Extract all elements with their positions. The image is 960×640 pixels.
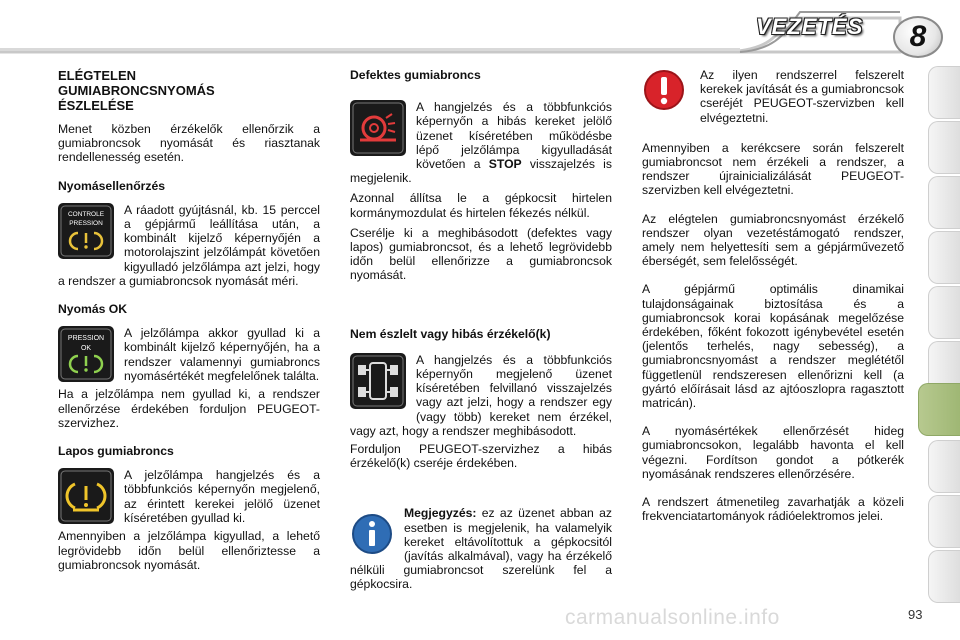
chapter-tab[interactable] [928,440,960,493]
page-number: 93 [908,607,923,622]
intro-text: Menet közben érzékelők ellenőrzik a gumiabroncsok nyomását és riasztanak rendellenesség esetén. [58,122,320,165]
warning-text: Az ilyen rendszerrel felszerelt kerekek javítását és a gumiabroncsok cseréjét PEUGEOT-szervizben kell elvégeztetni. [700,68,904,125]
pressure-ok-text: A jelzőlámpa akkor gyullad ki a kombinált kijelző képernyőjén, ha a rendszer valamennyi gumiabroncs nyomásértékét megfelelőnek találta. [124,326,320,383]
column-1 [58,68,320,572]
header-bar [0,0,960,62]
heading-pressure-ok: Nyomás OK [58,302,128,317]
pressure-ok-icon [58,326,114,385]
chapter-tab[interactable] [928,286,960,339]
chapter-tab[interactable] [928,550,960,603]
chapter-tab-active[interactable] [918,383,960,436]
pressure-check-icon [58,203,114,262]
heading-sensor-fault: Nem észlelt vagy hibás érzékelő(k) [350,326,551,341]
chapter-tab[interactable] [928,495,960,548]
column-3 [642,68,904,523]
defective-tyre-text-main: A hangjelzés és a többfunkciós képernyőn a hibás kereket jelölő üzenet kíséretében működésbe lépő jelzőlámpa kigyulladását követően a [416,100,612,172]
col3-p4: A nyomásértékek ellenőrzését hideg gumiabroncsokon, legalább havonta el kell végezni. Fordítson gondot a pótkerék nyomásának rendszeres ellenőrzésére. [642,424,904,481]
chapter-tab[interactable] [928,231,960,284]
flat-tyre-text-2: Amennyiben a jelzőlámpa kigyullad, a lehető legrövidebb időn belül ellenőriztesse a gumiabroncsok nyomását. [58,529,320,572]
chapter-badge [893,16,943,58]
stop-label: STOP [488,157,522,172]
pressure-ok-text-2: Ha a jelzőlámpa nem gyullad ki, a rendszer ellenőrzése érdekében forduljon PEUGEOT-szervizhez. [58,387,320,430]
heading-flat-tyre: Lapos gumiabroncs [58,444,174,459]
defective-tyre-p2: Azonnal állítsa le a gépkocsit hirtelen kormánymozdulat és hirtelen fékezés nélkül. [350,191,612,220]
info-icon [350,512,394,559]
heading-defective-tyre: Defektes gumiabroncs [350,68,481,82]
note-body: ez az üzenet abban az esetben is megjelenik, ha valamelyik kereket eltávolítottuk a gépkocsitól (javítás alkalmával), vagy ha érzékelő nélküli gumiabroncsot szerelünk fel a gépkocsira. [350,506,612,592]
flat-tyre-text: A jelzőlámpa hangjelzés és a többfunkciós képernyőn megjelenő, az érintett kerekei jelölő üzenet kíséretében gyullad ki. [124,468,320,525]
note-label: Megjegyzés: [404,506,477,521]
chapter-number: 8 [909,20,927,53]
defective-tyre-p3: Cserélje ki a meghibásodott (defektes vagy lapos) gumiabroncsot, és a lehető legrövidebb időn belül ellenőrizze a gumiabroncsok nyomását. [350,225,612,283]
icon-label-pression: PRESSION [67,335,105,343]
chapter-tab[interactable] [928,176,960,229]
tyre-sensor-icon [350,353,406,412]
column-2 [350,68,612,592]
heading-pressure-check: Nyomásellenőrzés [58,178,166,193]
sensor-fault-text: A hangjelzés és a többfunkciós képernyőn megjelenő üzenet kíséretében felvillanó visszajelzés vagy azt jelzi, hogy a rendszer egy (vagy több) kereket nem érzékel, vagy azt, hogy a rendszer meghibásodott. [350,352,612,438]
defect-tyre-icon [350,100,406,159]
warning-lamp-icon [642,68,686,115]
icon-label-pression: PRESSION [69,219,103,227]
watermark: carmanualsonline.info [565,606,780,629]
pressure-check-text: A ráadott gyújtásnál, kb. 15 perccel a gépjármű leállítása után, a kombinált kijelző képernyőjén a motorolajszint jelzőlámpát követően kigyulladó jelzőlámpa azt jelzi, hogy a rendszer a gumiabroncsok nyomását méri. [58,202,320,288]
col3-p1: Amennyiben a kerékcsere során felszerelt gumiabroncsot nem érzékeli a rendszer, a rendszer újrainicializálását PEUGEOT-szervizben kell elvégeztetni. [642,140,904,198]
icon-label-ok: OK [80,345,92,353]
col3-p2: Az elégtelen gumiabroncsnyomást érzékelő rendszer olyan vezetéstámogató rendszer, amely nem helyettesíti sem a gépjárművezető éberségét, sem felelősségét. [642,211,904,269]
chapter-tab[interactable] [928,66,960,119]
icon-label-controle: CONTROLE [67,210,105,218]
col3-p3: A gépjármű optimális dinamikai tulajdonságainak biztosítása és a gumiabroncsok korai kopásának megelőzése érdekében, főként fokozott igénybevétel esetén (jelentős terhelés, nagy sebesség), a gumiabroncsnyomást a rendszer meglététől függetlenül rendszeresen ellenőrizni kell (a gyártó előírásait lásd az ajtóoszlopra ragasztott matricán). [642,282,904,411]
flat-tyre-icon [58,468,114,527]
col3-p5: A rendszert átmenetileg zavarhatják a közeli frekvenciatartományok rádióelektromos jelei. [642,495,904,524]
chapter-tab[interactable] [928,121,960,174]
defective-tyre-text-end: visszajelzés is megjelenik. [350,157,612,186]
chapter-title: VEZETÉS [756,14,864,39]
sensor-fault-p2: Forduljon PEUGEOT-szervizhez a hibás érzékelő(k) cseréje érdekében. [350,442,612,471]
section-title: ELÉGTELEN GUMIABRONCSNYOMÁS ÉSZLELÉSE [58,68,215,113]
